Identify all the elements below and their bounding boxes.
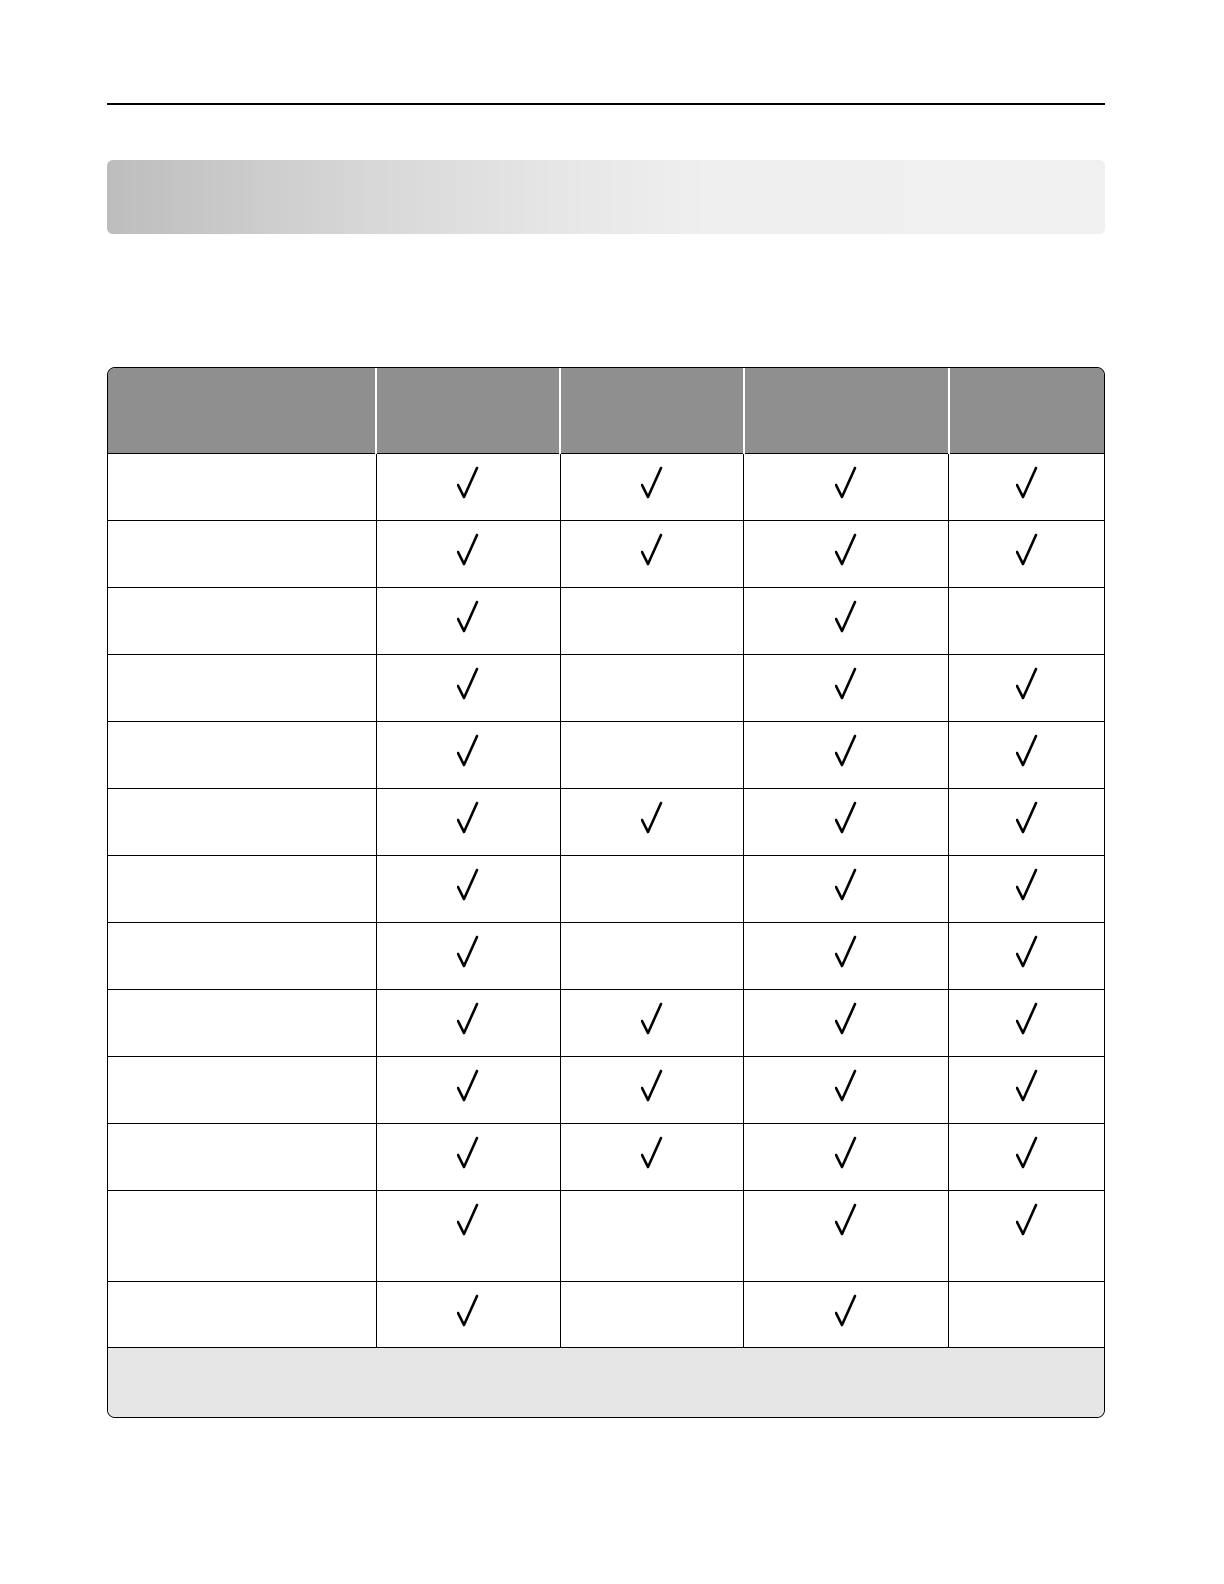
check-mark-icon [457, 800, 479, 836]
row-label [108, 1057, 376, 1124]
check-mark-icon [1016, 733, 1038, 769]
row-label [108, 856, 376, 923]
check-mark-icon [835, 465, 857, 501]
check-mark-icon [457, 1135, 479, 1171]
table-footnote [108, 1347, 1104, 1417]
table-row [108, 923, 1104, 990]
check-mark-icon [835, 1202, 857, 1238]
top-rule [107, 103, 1105, 105]
check-mark-icon [1016, 867, 1038, 903]
table-cell [376, 454, 560, 521]
check-mark-icon [835, 1293, 857, 1329]
table-cell [376, 1124, 560, 1191]
check-mark-icon [835, 1135, 857, 1171]
table-cell [560, 454, 743, 521]
check-mark-icon [457, 465, 479, 501]
check-mark-icon [1016, 1202, 1038, 1238]
check-mark-icon [641, 1001, 663, 1037]
table-cell [949, 1191, 1104, 1282]
row-label [108, 454, 376, 521]
table-cell [744, 923, 949, 990]
row-label [108, 1282, 376, 1349]
row-label [108, 1124, 376, 1191]
table-cell [376, 521, 560, 588]
table-cell [376, 1191, 560, 1282]
table-row [108, 521, 1104, 588]
table-cell [376, 990, 560, 1057]
check-mark-icon [457, 599, 479, 635]
check-mark-icon [641, 1068, 663, 1104]
check-mark-icon [835, 733, 857, 769]
column-header [108, 368, 376, 454]
check-mark-icon [457, 1001, 479, 1037]
check-mark-icon [1016, 465, 1038, 501]
table-cell [949, 454, 1104, 521]
table-cell [949, 1057, 1104, 1124]
table-row [108, 1124, 1104, 1191]
check-mark-icon [641, 1135, 663, 1171]
table-cell [560, 990, 743, 1057]
row-label [108, 1191, 376, 1282]
table-cell [744, 1124, 949, 1191]
table-cell [744, 1191, 949, 1282]
column-header [949, 368, 1104, 454]
check-mark-icon [641, 800, 663, 836]
table-row [108, 856, 1104, 923]
table-cell [744, 1282, 949, 1349]
check-mark-icon [835, 934, 857, 970]
table-cell [744, 588, 949, 655]
table-cell [560, 1057, 743, 1124]
row-label [108, 521, 376, 588]
check-mark-icon [835, 867, 857, 903]
check-mark-icon [835, 599, 857, 635]
table-cell [744, 655, 949, 722]
check-mark-icon [1016, 532, 1038, 568]
table-cell [560, 923, 743, 990]
row-label [108, 722, 376, 789]
table-cell [560, 1282, 743, 1349]
table-cell [560, 722, 743, 789]
table-row [108, 655, 1104, 722]
table-cell [744, 856, 949, 923]
table-cell [949, 789, 1104, 856]
column-header [744, 368, 949, 454]
table-cell [744, 521, 949, 588]
table-cell [949, 1282, 1104, 1349]
check-mark-icon [457, 1293, 479, 1329]
table-cell [949, 1124, 1104, 1191]
table-row [108, 588, 1104, 655]
support-table [108, 368, 1104, 1349]
table-cell [376, 722, 560, 789]
table-cell [949, 588, 1104, 655]
table-cell [744, 1057, 949, 1124]
check-mark-icon [1016, 1135, 1038, 1171]
support-table-container [107, 367, 1105, 1418]
table-cell [744, 722, 949, 789]
section-title-banner [107, 160, 1105, 234]
check-mark-icon [835, 1001, 857, 1037]
check-mark-icon [457, 934, 479, 970]
table-cell [376, 588, 560, 655]
check-mark-icon [835, 532, 857, 568]
table-row [108, 1282, 1104, 1349]
table-row [108, 1191, 1104, 1282]
check-mark-icon [835, 800, 857, 836]
table-cell [949, 655, 1104, 722]
table-cell [560, 588, 743, 655]
check-mark-icon [457, 1202, 479, 1238]
table-header-row [108, 368, 1104, 454]
table-row [108, 1057, 1104, 1124]
table-cell [560, 1124, 743, 1191]
check-mark-icon [457, 666, 479, 702]
row-label [108, 990, 376, 1057]
check-mark-icon [641, 532, 663, 568]
table-cell [949, 990, 1104, 1057]
check-mark-icon [1016, 1068, 1038, 1104]
table-cell [560, 1191, 743, 1282]
check-mark-icon [457, 1068, 479, 1104]
table-cell [376, 1057, 560, 1124]
table-cell [744, 454, 949, 521]
column-header [376, 368, 560, 454]
table-cell [949, 521, 1104, 588]
table-cell [560, 856, 743, 923]
check-mark-icon [1016, 666, 1038, 702]
row-label [108, 588, 376, 655]
check-mark-icon [457, 532, 479, 568]
check-mark-icon [835, 666, 857, 702]
table-cell [744, 990, 949, 1057]
row-label [108, 655, 376, 722]
table-cell [560, 655, 743, 722]
table-cell [560, 521, 743, 588]
table-cell [949, 923, 1104, 990]
table-cell [949, 856, 1104, 923]
table-cell [376, 1282, 560, 1349]
column-header [560, 368, 743, 454]
check-mark-icon [835, 1068, 857, 1104]
table-row [108, 789, 1104, 856]
table-cell [744, 789, 949, 856]
table-row [108, 990, 1104, 1057]
table-row [108, 722, 1104, 789]
check-mark-icon [1016, 800, 1038, 836]
table-cell [949, 722, 1104, 789]
table-cell [376, 856, 560, 923]
table-cell [376, 789, 560, 856]
row-label [108, 923, 376, 990]
check-mark-icon [457, 867, 479, 903]
row-label [108, 789, 376, 856]
table-row [108, 454, 1104, 521]
check-mark-icon [457, 733, 479, 769]
table-cell [376, 655, 560, 722]
check-mark-icon [1016, 934, 1038, 970]
table-cell [376, 923, 560, 990]
table-body [108, 454, 1104, 1349]
check-mark-icon [1016, 1001, 1038, 1037]
table-cell [560, 789, 743, 856]
check-mark-icon [641, 465, 663, 501]
